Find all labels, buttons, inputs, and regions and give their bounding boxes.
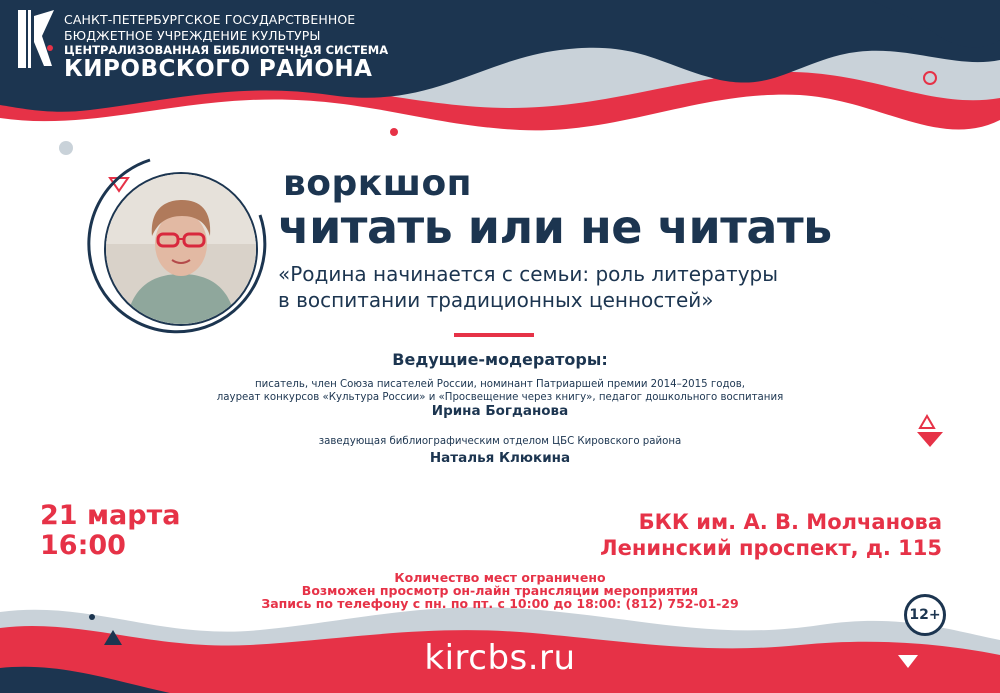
event-type: воркшоп: [283, 163, 473, 204]
moderator-2-name: Наталья Клюкина: [429, 450, 571, 466]
org-line-3: ЦЕНТРАЛИЗОВАННАЯ БИБЛИОТЕЧНАЯ СИСТЕМА: [64, 43, 389, 57]
moderator-1-name: Ирина Богданова: [431, 403, 569, 419]
venue-name: БКК им. А. В. Молчанова: [638, 510, 942, 534]
website-link[interactable]: kircbs.ru: [424, 638, 576, 678]
event-subtitle-line-1: «Родина начинается с семьи: роль литературы: [278, 262, 779, 286]
age-rating-badge: 12+: [904, 594, 946, 636]
moderator-2-description: заведующая библиографическим отделом ЦБС Кировского района: [318, 436, 682, 447]
decor-dot-grey: [59, 141, 73, 155]
event-time: 16:00: [40, 530, 126, 561]
note-registration-phone: Запись по телефону с пн. по пт. с 10:00 до 18:00: (812) 752-01-29: [261, 596, 739, 611]
decor-dot-red: [390, 128, 398, 136]
note-online-stream: Возможен просмотр он-лайн трансляции мероприятия: [301, 583, 699, 598]
event-date: 21 марта: [40, 500, 181, 531]
note-limited-seats: Количество мест ограничено: [394, 570, 606, 585]
event-title: читать или не читать: [278, 200, 832, 254]
org-line-2: БЮДЖЕТНОЕ УЧРЕЖДЕНИЕ КУЛЬТУРЫ: [64, 28, 321, 43]
moderator-1-description-line-2: лауреат конкурсов «Культура России» и «Просвещение через книгу», педагог дошкольного воспитания: [216, 392, 784, 403]
title-divider: [454, 333, 534, 337]
moderator-1-description-line-1: писатель, член Союза писателей России, номинант Патриаршей премии 2014–2015 годов,: [255, 379, 745, 390]
moderators-heading: Ведущие-модераторы:: [392, 350, 608, 369]
org-line-4: КИРОВСКОГО РАЙОНА: [64, 56, 373, 82]
event-subtitle-line-2: в воспитании традиционных ценностей»: [278, 288, 714, 312]
org-line-1: САНКТ-ПЕТЕРБУРГСКОЕ ГОСУДАРСТВЕННОЕ: [64, 12, 356, 27]
moderator-portrait: [104, 172, 258, 326]
library-logo-icon: [16, 8, 58, 70]
portrait-image: [106, 174, 256, 324]
venue-address: Ленинский проспект, д. 115: [600, 536, 942, 560]
decor-dot-navy: [89, 614, 95, 620]
